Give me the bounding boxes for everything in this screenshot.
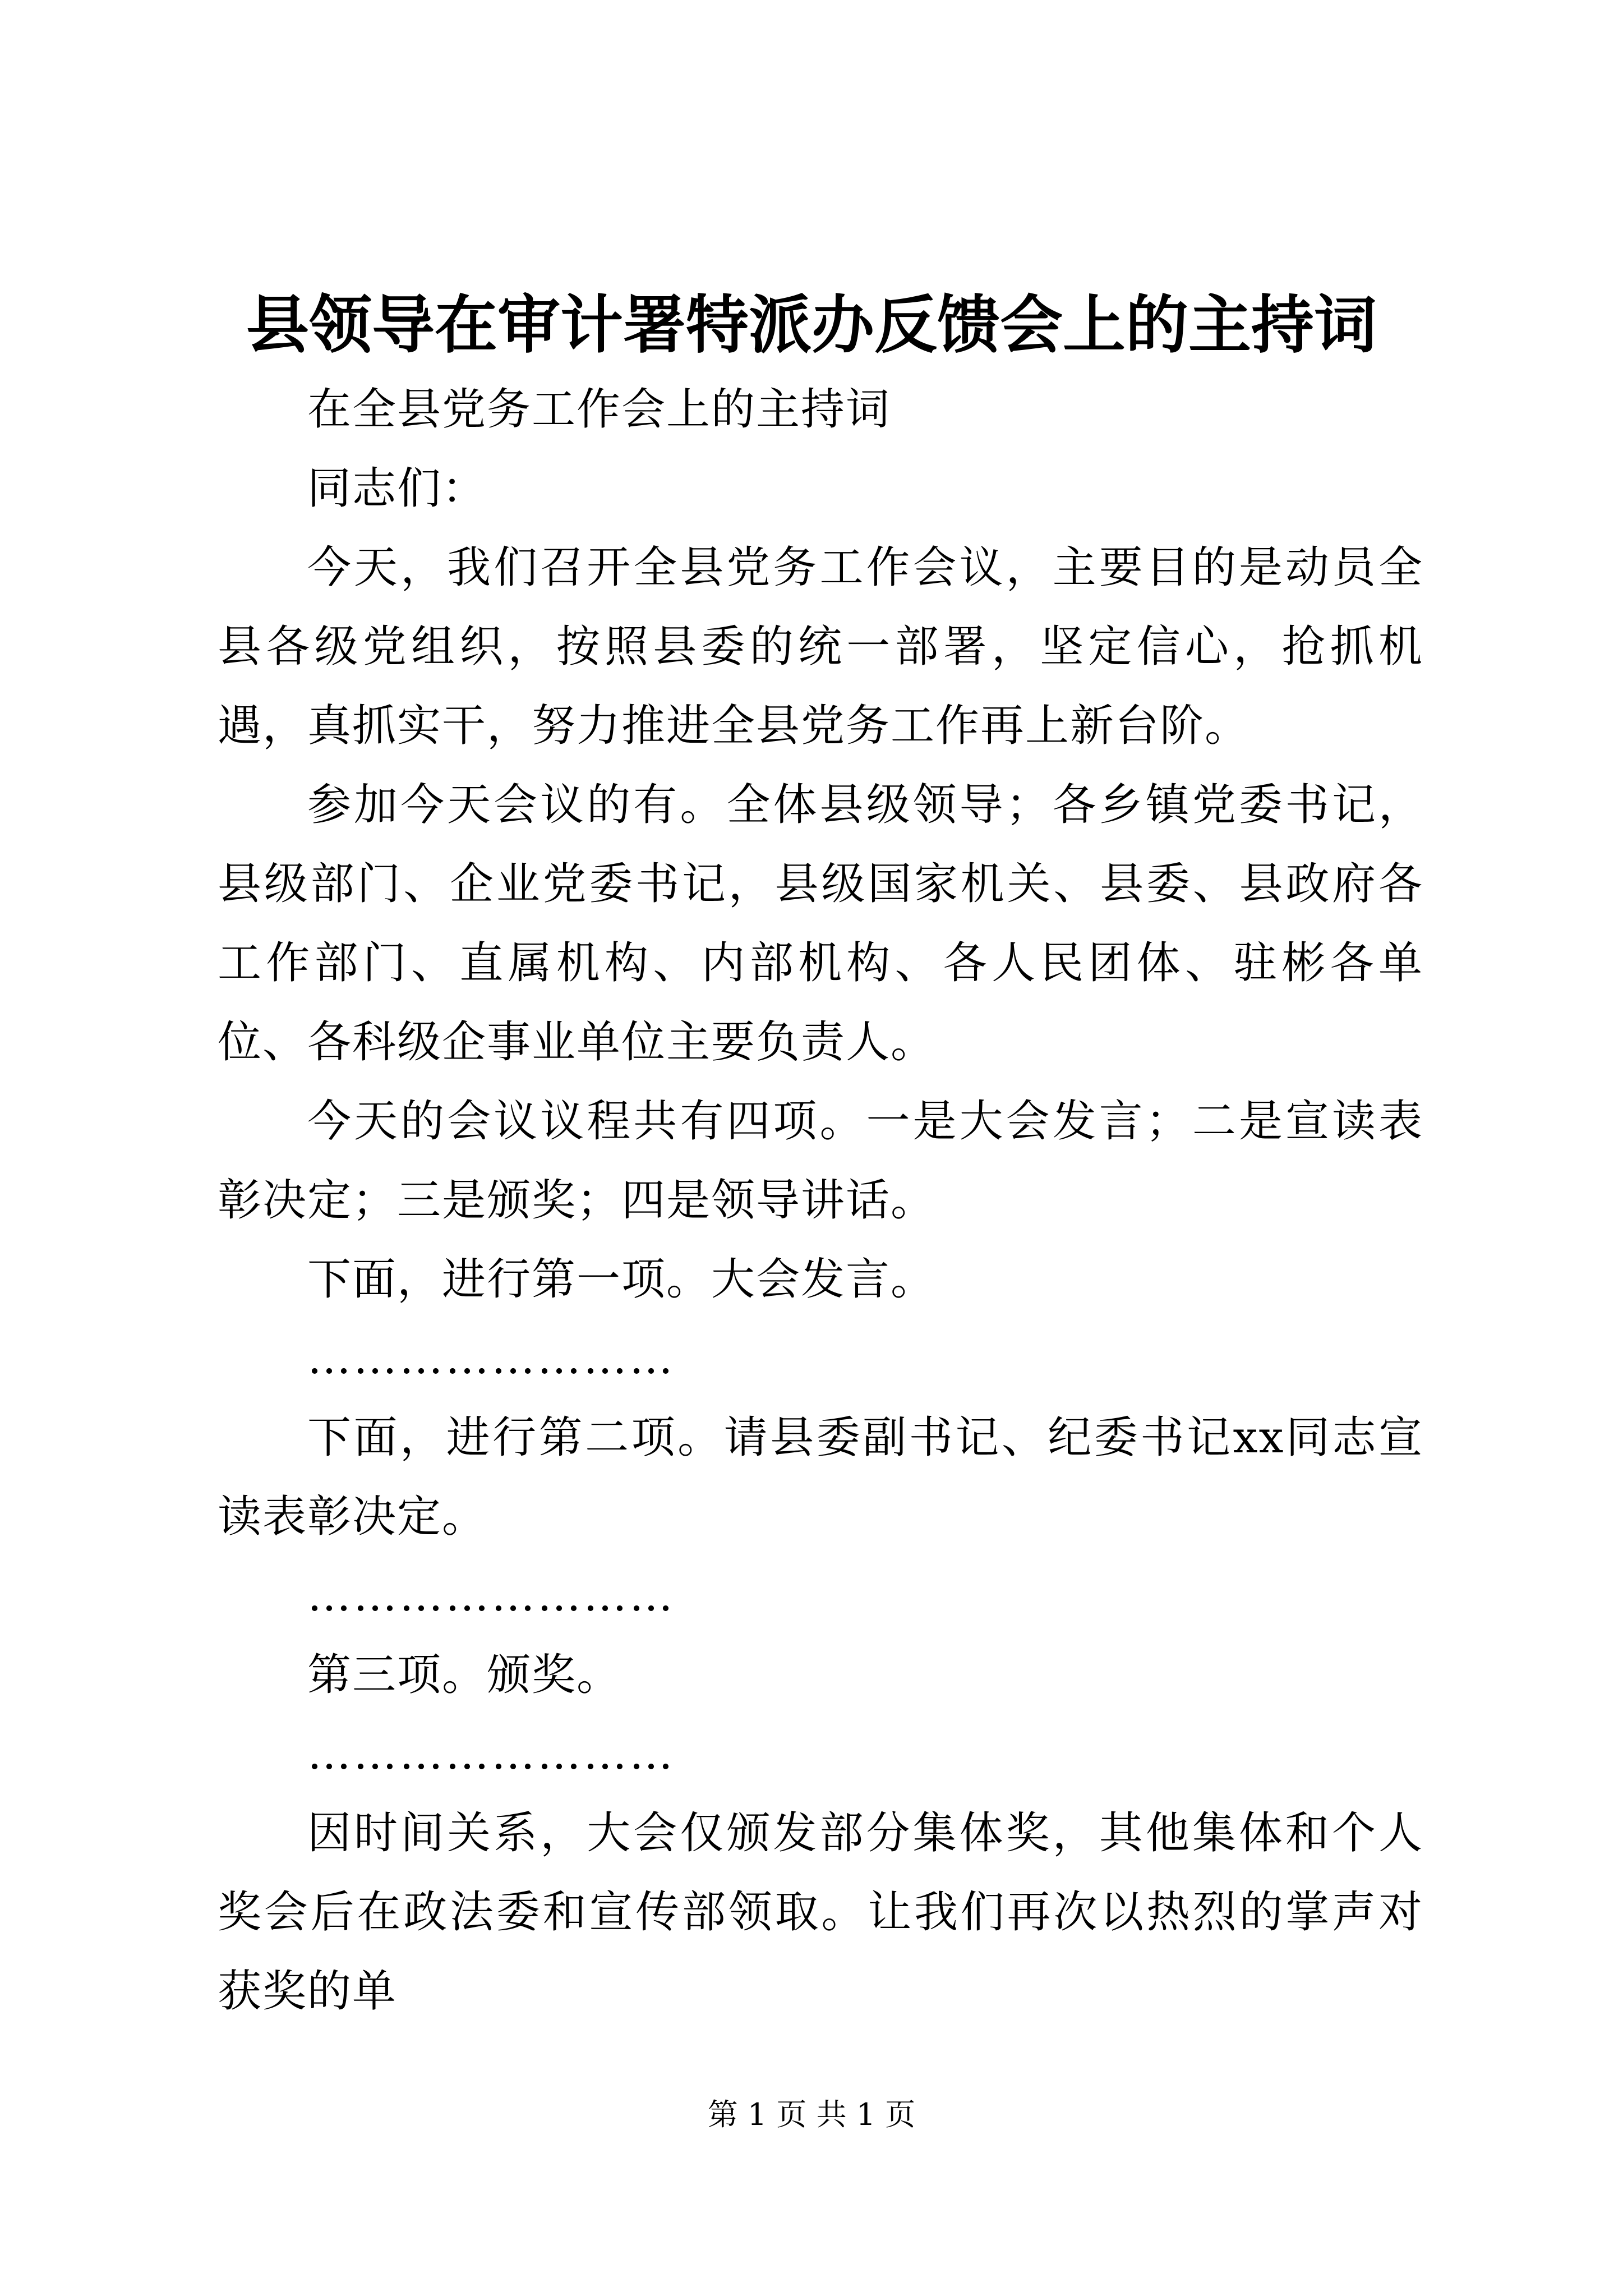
ellipsis-separator: …………………… — [307, 1333, 675, 1384]
document-title: 县领导在审计署特派办反馈会上的主持词 — [246, 288, 1377, 362]
ellipsis-separator: …………………… — [307, 1571, 675, 1621]
paragraph-purpose: 今天，我们召开全县党务工作会议，主要目的是动员全县各级党组织，按照县委的统一部署，坚定信心，抢抓机遇，真抓实干，努力推进全县党务工作再上新台阶。 — [218, 542, 1423, 751]
paragraph-item-two: 下面，进行第二项。请县委副书记、纪委书记xx同志宣读表彰决定。 — [218, 1412, 1423, 1542]
paragraph-agenda: 今天的会议议程共有四项。一是大会发言；二是宣读表彰决定；三是颁奖；四是领导讲话。 — [218, 1096, 1423, 1226]
ellipsis-separator: …………………… — [307, 1729, 675, 1779]
paragraph-awards-note: 因时间关系，大会仅颁发部分集体奖，其他集体和个人奖会后在政法委和宣传部领取。让我们再次以热烈的掌声对获奖的单 — [218, 1808, 1423, 2017]
paragraph-item-one: 下面，进行第一项。大会发言。 — [307, 1254, 936, 1305]
paragraph-subtitle: 在全县党务工作会上的主持词 — [307, 384, 891, 435]
page-footer: 第 1 页 共 1 页 — [707, 2097, 916, 2132]
paragraph-attendees: 参加今天会议的有。全体县级领导；各乡镇党委书记，县级部门、企业党委书记，县级国家机关、县委、县政府各工作部门、直属机构、内部机构、各人民团体、驻彬各单位、各科级企事业单位主要负责人。 — [218, 780, 1423, 1068]
document-body — [218, 370, 1423, 2031]
paragraph-greeting: 同志们： — [307, 463, 487, 514]
paragraph-item-three: 第三项。颁奖。 — [307, 1650, 622, 1700]
